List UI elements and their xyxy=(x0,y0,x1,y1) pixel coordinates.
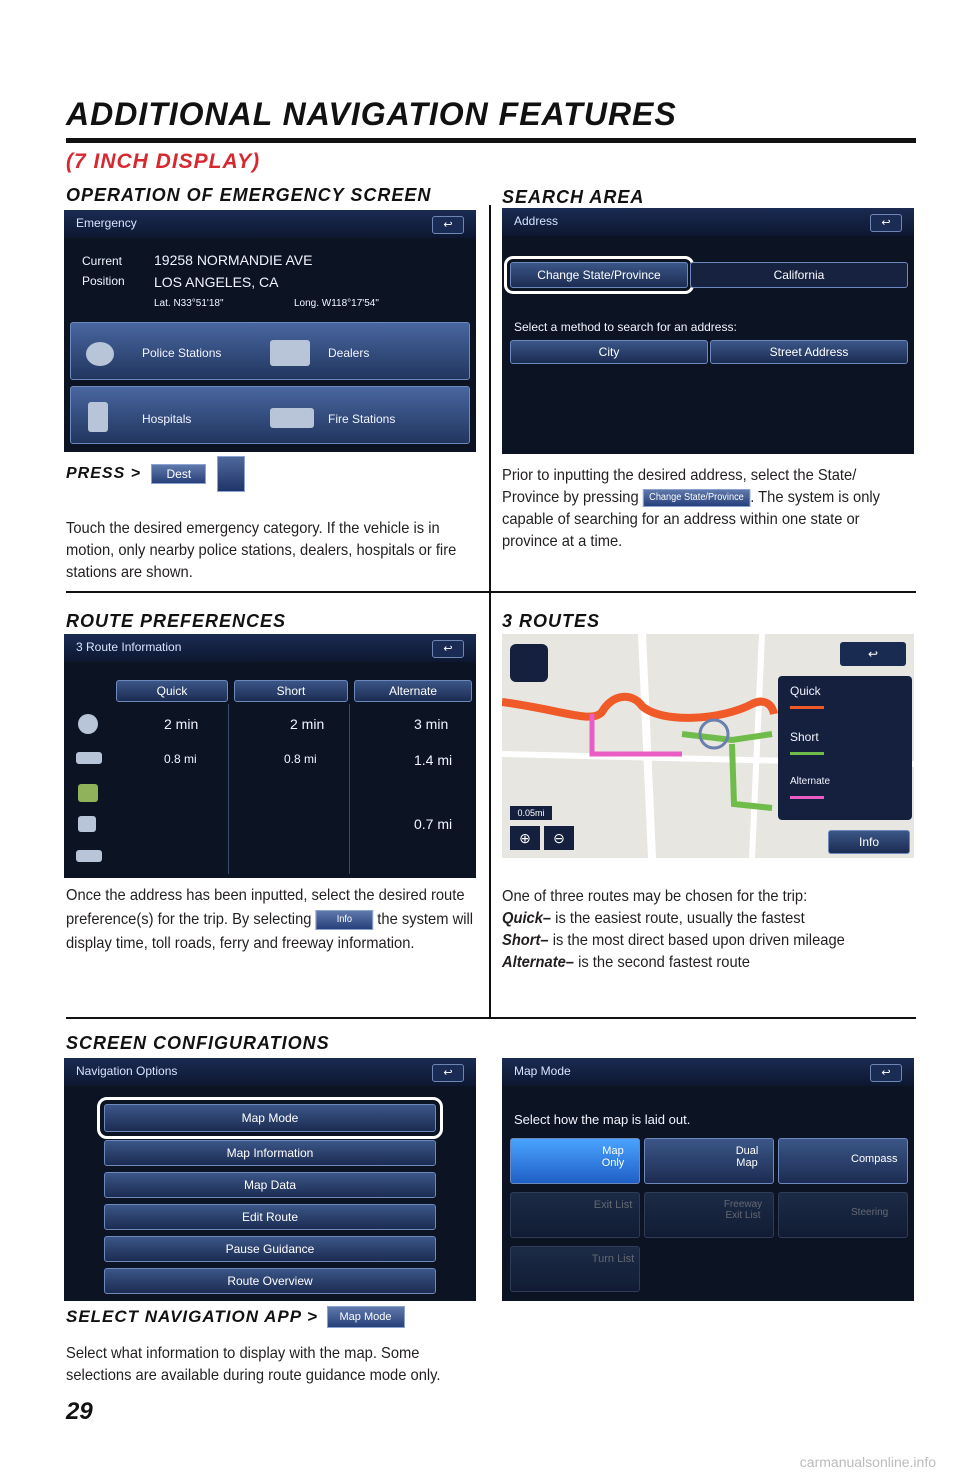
map-only-option[interactable] xyxy=(510,1138,640,1184)
exit-list-label: Exit List xyxy=(593,1199,633,1211)
search-instruction: Select a method to search for an address: xyxy=(514,320,737,334)
address-line-1: 19258 NORMANDIE AVE xyxy=(154,252,313,268)
alternate-time: 3 min xyxy=(414,716,449,732)
steering-option[interactable] xyxy=(778,1192,908,1238)
toll-icon xyxy=(78,784,98,802)
dealers-button[interactable]: Dealers xyxy=(328,346,370,360)
route-item-alternate xyxy=(502,952,912,974)
back-icon[interactable]: ↩ xyxy=(840,642,906,666)
page-number: 29 xyxy=(66,1398,93,1425)
back-icon[interactable]: ↩ xyxy=(432,216,464,234)
turn-list-label: Turn List xyxy=(591,1253,635,1265)
route-item-quick xyxy=(502,908,912,930)
column-separator xyxy=(349,704,350,874)
three-routes-body xyxy=(502,886,912,974)
route-body-pre: Once the address has been inputted, select the desired route preference(s) for the trip. By selecting xyxy=(66,887,465,928)
route-term: Alternate– xyxy=(502,954,574,971)
alternate-column-button[interactable]: Alternate xyxy=(354,680,472,702)
dual-map-option[interactable] xyxy=(644,1138,774,1184)
quick-route-label[interactable]: Quick xyxy=(790,684,821,698)
nav-options-title: Navigation Options xyxy=(76,1064,178,1078)
short-route-label[interactable]: Short xyxy=(790,730,819,744)
compass-label: Compass xyxy=(851,1153,898,1165)
dual-map-label: Dual Map xyxy=(735,1145,759,1169)
turn-list-option[interactable] xyxy=(510,1246,640,1292)
fire-truck-icon xyxy=(270,408,314,428)
dest-button: Dest xyxy=(151,464,206,484)
select-app-row xyxy=(66,1306,405,1328)
back-icon[interactable]: ↩ xyxy=(432,1064,464,1082)
section-divider-2 xyxy=(66,1017,916,1019)
map-mode-instruction: Select how the map is laid out. xyxy=(514,1112,691,1127)
search-heading: SEARCH AREA xyxy=(502,187,645,207)
screen-config-body: Select what information to display with the map. Some selections are available during route guidance mode only. xyxy=(66,1345,441,1384)
freeway-exit-list-option[interactable] xyxy=(644,1192,774,1238)
emergency-screen-title: Emergency xyxy=(76,216,137,230)
map-mode-screen xyxy=(502,1058,914,1301)
map-mode-inline-button: Map Mode xyxy=(327,1306,405,1328)
longitude: Long. W118°17'54" xyxy=(294,298,379,309)
quick-route-color xyxy=(790,706,824,709)
dealer-building-icon xyxy=(270,340,310,366)
address-line-2: LOS ANGELES, CA xyxy=(154,274,279,290)
page-title: ADDITIONAL NAVIGATION FEATURES xyxy=(66,96,677,132)
press-label: PRESS > xyxy=(66,465,142,482)
press-row xyxy=(66,456,245,492)
search-screen xyxy=(502,208,914,454)
map-mode-button[interactable]: Map Mode xyxy=(104,1104,436,1132)
route-overview-button[interactable]: Route Overview xyxy=(104,1268,436,1294)
quick-time: 2 min xyxy=(164,716,199,732)
quick-distance: 0.8 mi xyxy=(164,752,197,766)
zoom-out-icon[interactable]: ⊖ xyxy=(544,826,574,850)
route-prefs-body xyxy=(66,884,476,956)
route-map-screen xyxy=(502,634,914,858)
info-button[interactable]: Info xyxy=(828,830,910,854)
exit-list-option[interactable] xyxy=(510,1192,640,1238)
three-routes-heading: 3 ROUTES xyxy=(502,611,601,631)
short-time: 2 min xyxy=(290,716,325,732)
alternate-extra-distance: 0.7 mi xyxy=(414,816,453,832)
select-app-label: SELECT NAVIGATION APP > xyxy=(66,1307,319,1326)
current-label: Current xyxy=(82,254,123,268)
route-term: Quick– xyxy=(502,910,552,927)
pause-guidance-button[interactable]: Pause Guidance xyxy=(104,1236,436,1262)
change-state-inline-button: Change State/Province xyxy=(643,489,750,507)
screen-config-heading: SCREEN CONFIGURATIONS xyxy=(66,1033,330,1053)
alternate-route-color xyxy=(790,796,824,799)
title-rule xyxy=(66,138,916,143)
nav-options-screen xyxy=(64,1058,476,1301)
distance-icon xyxy=(76,752,102,764)
search-screen-title: Address xyxy=(514,214,559,228)
short-distance: 0.8 mi xyxy=(284,752,317,766)
alternate-distance: 1.4 mi xyxy=(414,752,453,768)
freeway-exit-list-label: Freeway Exit List xyxy=(723,1199,763,1221)
freeway-icon xyxy=(78,816,96,832)
ferry-icon xyxy=(76,850,102,862)
map-scale: 0.05mi xyxy=(510,806,552,820)
watermark: carmanualsonline.info xyxy=(799,1454,936,1470)
hospital-icon xyxy=(88,402,108,432)
back-icon[interactable]: ↩ xyxy=(870,214,902,232)
column-separator xyxy=(228,704,229,874)
change-state-button[interactable]: Change State/Province xyxy=(510,262,688,288)
hospitals-button[interactable]: Hospitals xyxy=(142,412,192,426)
emergency-app-icon xyxy=(217,456,245,492)
search-body-post: . The system is only capable of searching for an address within one state or province at a time. xyxy=(502,489,881,550)
emergency-heading: OPERATION OF EMERGENCY SCREEN xyxy=(66,185,432,205)
back-icon[interactable]: ↩ xyxy=(870,1064,902,1082)
short-route-color xyxy=(790,752,824,755)
police-stations-button[interactable]: Police Stations xyxy=(142,346,222,360)
fire-stations-button[interactable]: Fire Stations xyxy=(328,412,396,426)
zoom-in-icon[interactable]: ⊕ xyxy=(510,826,540,850)
route-desc: is the most direct based upon driven mileage xyxy=(548,932,845,949)
route-info-title: 3 Route Information xyxy=(76,640,182,654)
column-divider-middle xyxy=(489,593,491,1017)
back-icon[interactable]: ↩ xyxy=(432,640,464,658)
position-label: Position xyxy=(82,274,125,288)
map-only-label: Map Only xyxy=(601,1145,625,1169)
three-routes-intro: One of three routes may be chosen for the trip: xyxy=(502,888,808,905)
route-item-short xyxy=(502,930,912,952)
city-button[interactable]: City xyxy=(510,340,708,364)
column-divider-top xyxy=(489,205,491,591)
search-body-pre: Prior to inputting the desired address, select the State/ Province by pressing xyxy=(502,467,857,506)
alternate-route-label[interactable]: Alternate xyxy=(790,776,831,787)
route-prefs-heading: ROUTE PREFERENCES xyxy=(66,611,287,631)
info-inline-button: Info xyxy=(316,910,374,930)
page-subtitle: (7 INCH DISPLAY) xyxy=(66,150,261,173)
route-desc: is the second fastest route xyxy=(573,954,750,971)
map-information-button[interactable]: Map Information xyxy=(104,1140,436,1166)
route-body-post: the system will display time, toll roads, ferry and freeway information. xyxy=(66,911,474,952)
quick-column-button[interactable]: Quick xyxy=(116,680,228,702)
street-address-button[interactable]: Street Address xyxy=(710,340,908,364)
compass-option[interactable] xyxy=(778,1138,908,1184)
search-body xyxy=(502,465,912,553)
emergency-body: Touch the desired emergency category. If the vehicle is in motion, only nearby police stations, dealers, hospitals or fire stations are shown. xyxy=(66,520,457,581)
route-term: Short– xyxy=(502,932,549,949)
latitude: Lat. N33°51'18" xyxy=(154,298,224,309)
state-value: California xyxy=(690,262,908,288)
compass-icon[interactable] xyxy=(510,644,548,682)
steering-label: Steering xyxy=(851,1207,889,1218)
short-column-button[interactable]: Short xyxy=(234,680,348,702)
map-data-button[interactable]: Map Data xyxy=(104,1172,436,1198)
map-mode-title: Map Mode xyxy=(514,1064,571,1078)
emergency-screen xyxy=(64,210,476,452)
police-shield-icon xyxy=(86,342,114,366)
route-info-screen xyxy=(64,634,476,878)
clock-icon xyxy=(78,714,98,734)
section-divider-1 xyxy=(66,591,916,593)
route-desc: is the easiest route, usually the fastest xyxy=(551,910,805,927)
edit-route-button[interactable]: Edit Route xyxy=(104,1204,436,1230)
